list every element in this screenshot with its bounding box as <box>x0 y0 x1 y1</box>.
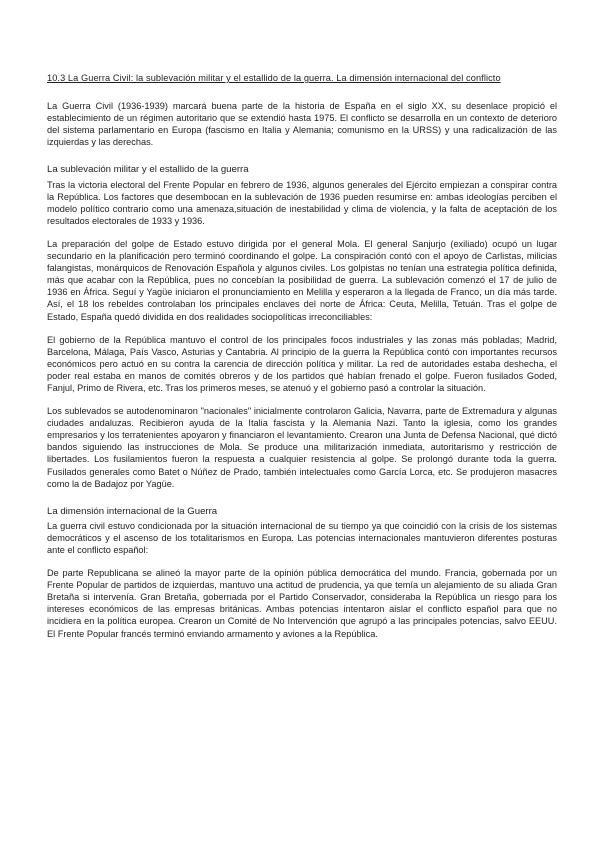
paragraph: El gobierno de la República mantuvo el control de los principales focos industriales y las zonas más pobladas; Madrid, Barcelona, Málaga, País Vasco, Asturias y Cantabria. Al principio de la guerra la República contó con importantes recursos económicos pero actuó en su contra la carencia de dirección política y militar. La red de autoridades estaba deshecha, el poder real estaba en manos de comités obreros y de los partidos qué habían frenado el golpe. Fueron fusilados Goded, Fanjul, Primo de Rivera, etc. Tras los primeros meses, se atenuó y el gobierno pasó a controlar la situación. <box>47 334 557 393</box>
paragraph: Tras la victoria electoral del Frente Popular en febrero de 1936, algunos generales del Ejército empiezan a conspirar contra la República. Los factores que desembocan en la sublevación de 1936 pueden resumirse en: ambas ideologías perciben el modelo político contrario como una amenaza,situación de inestabilidad y clima de violencia, y la falta de aceptación de los resultados electorales de 1933 y 1936. <box>47 179 557 226</box>
paragraph: La guerra civil estuvo condicionada por la situación internacional de su tiempo ya que coincidió con la crisis de los sistemas democráticos y el ascenso de los totalitarismos en Europa. Las potencias internacionales mantuvieron diferentes posturas ante el conflicto español: <box>47 520 557 555</box>
paragraph: De parte Republicana se alineó la mayor parte de la opinión pública democrática del mundo. Francia, gobernada por un Frente Popular de partidos de izquierdas, mantuvo una actitud de prudencia, ya que temía un alejamiento de su aliada Gran Bretaña si intervenía. Gran Bretaña, gobernada por el Partido Conservador, consideraba la República un riesgo para los intereses económicos de las empresas británicas. Ambas potencias intentaron aislar el conflicto español para que no incidiera en la política europea. Crearon un Comité de No Intervención que agrupó a las principales potencias, salvo EEUU. El Frente Popular francés terminó enviando armamento y aviones a la República. <box>47 568 557 639</box>
document-page <box>47 72 557 651</box>
section-heading-sublevacion: La sublevación militar y el estallido de la guerra <box>47 164 249 176</box>
intro-paragraph: La Guerra Civil (1936-1939) marcará buena parte de la historia de España en el siglo XX, su desenlace propició el establecimiento de un régimen autoritario que se extendió hasta 1975. El conflicto se desarrolla en un contexto de deterioro del sistema parlamentario en Europa (fascismo en Italia y Alemania; comunismo en la URSS) y una radicalización de las izquierdas y las derechas. <box>47 101 557 148</box>
section-heading-dimension-internacional: La dimensión internacional de la Guerra <box>47 505 218 517</box>
document-title: 10.3 La Guerra Civil: la sublevación militar y el estallido de la guerra. La dimensión internacional del conflicto <box>47 73 501 83</box>
paragraph: Los sublevados se autodenominaron "nacionales" inicialmente controlaron Galicia, Navarra, parte de Extremadura y algunas ciudades andaluzas. Recibieron ayuda de la Italia fascista y la Alemania Nazi. Tanto la iglesia, como los grandes empresarios y los terratenientes apoyaron y financiaron el levantamiento. Crearon una Junta de Defensa Nacional, qué dictó bandos siguiendo las instrucciones de Mola. Se produce una militarización inmediata, autoritarismo y restricción de libertades. Los fusilamientos fueron la respuesta a cualquier resistencia al golpe. Se prolongó durante toda la guerra. Fusilados generales como Batet o Núñez de Prado, también intelectuales como García Lorca, etc. Se produjeron masacres como la de Badajoz por Yagüe. <box>47 406 557 489</box>
paragraph: La preparación del golpe de Estado estuvo dirigida por el general Mola. El general Sanjurjo (exiliado) ocupó un lugar secundario en la planificación pero terminó coordinando el golpe. La conspiración contó con el apoyo de Carlistas, milicias falangistas, monárquicos de Renovación Española y algunos civiles. Los golpistas no tenían una estrategia política definida, más que acabar con la República, pues no concebían la posibilidad de guerra. La sublevación comenzó el 17 de julio de 1936 en África. Seguí y Yagüe iniciaron el pronunciamiento en Melilla y esperaron a la llegada de Franco, un día más tarde. Así, el 18 los rebeldes controlaban los principales enclaves del norte de África: Ceuta, Melilla, Tetuán. Tras el golpe de Estado, España quedó dividida en dos realidades sociopolíticas irreconciliables: <box>47 238 557 322</box>
